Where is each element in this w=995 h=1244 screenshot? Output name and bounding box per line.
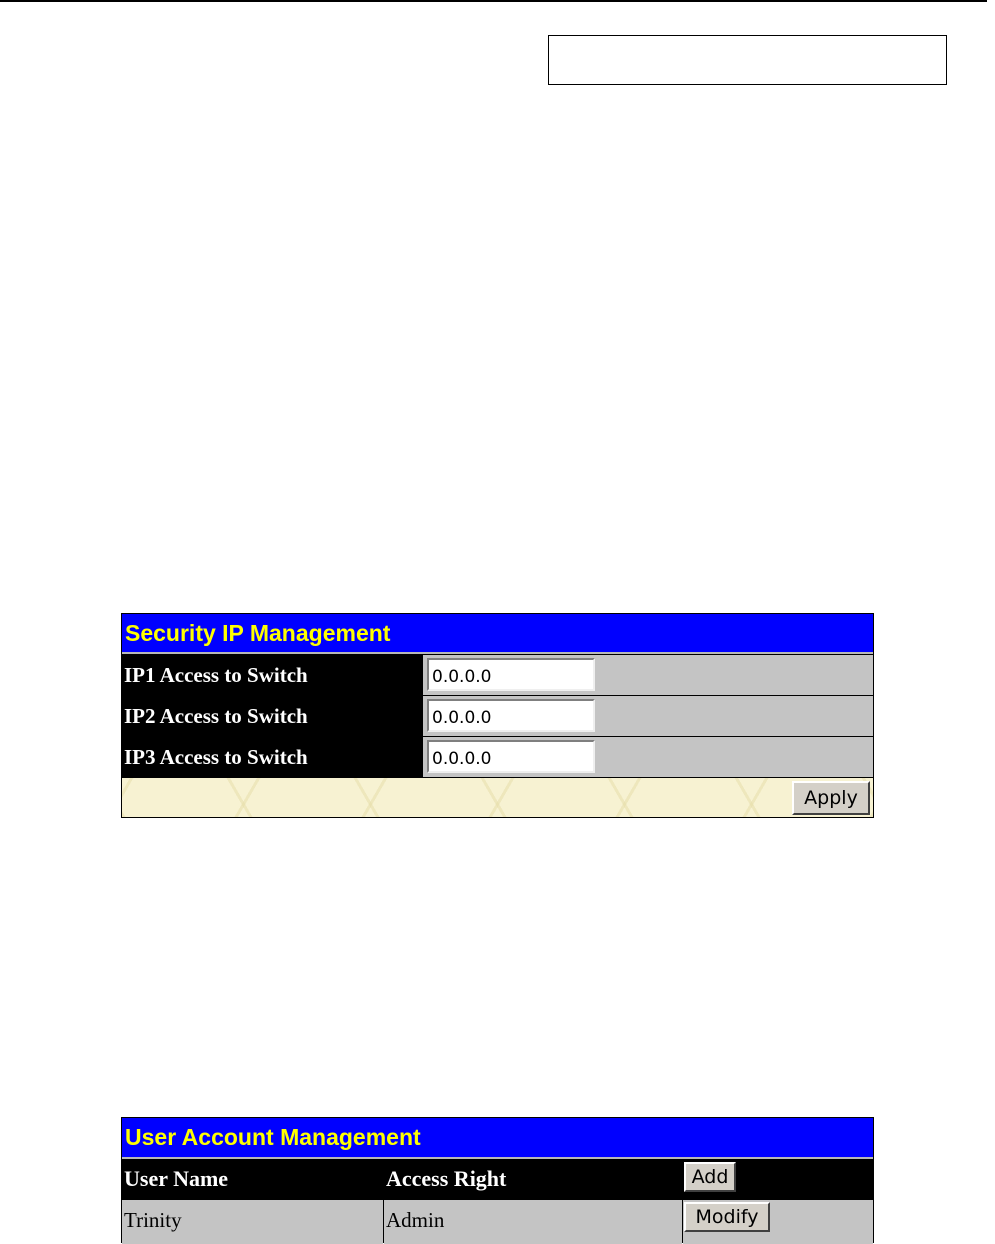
user-account-panel (121, 1117, 874, 1243)
header-box (548, 35, 947, 85)
user-account-title: User Account Management (122, 1118, 873, 1159)
ip1-access-input[interactable] (427, 658, 595, 691)
ip3-label: IP3 Access to Switch (122, 737, 422, 777)
table-row-access-right: Admin (384, 1200, 682, 1244)
column-header-access-right: Access Right (384, 1160, 682, 1199)
ip3-access-input[interactable] (427, 740, 595, 773)
table-row-user-name: Trinity (122, 1200, 383, 1244)
ip2-access-input[interactable] (427, 699, 595, 732)
apply-row (122, 778, 873, 817)
apply-button[interactable]: Apply (792, 781, 870, 815)
table-row-action-cell (683, 1200, 873, 1244)
ip2-value-cell (423, 696, 873, 736)
column-header-action (683, 1160, 873, 1199)
security-ip-panel (121, 613, 874, 818)
modify-user-button[interactable]: Modify (684, 1202, 770, 1232)
page-top-rule (0, 0, 987, 2)
column-header-user-name: User Name (122, 1160, 383, 1199)
ip3-value-cell (423, 737, 873, 777)
add-user-button[interactable]: Add (684, 1162, 736, 1192)
ip1-value-cell (423, 655, 873, 695)
ip1-label: IP1 Access to Switch (122, 655, 422, 695)
security-ip-title: Security IP Management (122, 614, 873, 654)
ip2-label: IP2 Access to Switch (122, 696, 422, 736)
